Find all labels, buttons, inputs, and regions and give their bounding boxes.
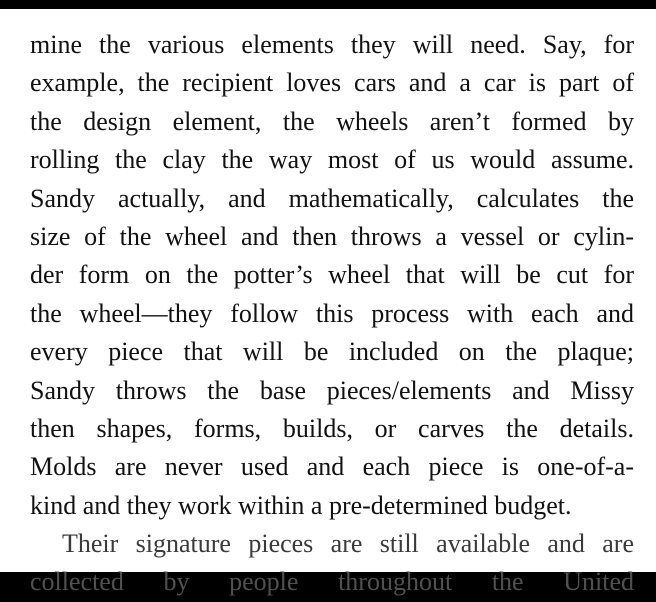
text-line: the design element, the wheels aren’t formed by xyxy=(30,106,634,136)
text-line: Sandy throws the base pieces/elements and Missy xyxy=(30,375,634,405)
text-line: Sandy actually, and mathematically, calculates the xyxy=(30,183,634,213)
text-line: collected by people throughout the United xyxy=(30,567,634,597)
text-line: the wheel—they follow this process with each and xyxy=(30,298,634,328)
document-page xyxy=(0,9,656,597)
body-text xyxy=(30,26,634,602)
text-line: kind and they work within a pre-determined budget. xyxy=(30,490,572,520)
text-line: Molds are never used and each piece is one-of-a- xyxy=(30,452,634,482)
text-line: size of the wheel and then throws a vessel or cylin- xyxy=(30,221,634,251)
text-line: der form on the potter’s wheel that will be cut for xyxy=(30,260,634,290)
text-line: example, the recipient loves cars and a car is part of xyxy=(30,68,634,98)
text-line: rolling the clay the way most of us would assume. xyxy=(30,145,634,175)
text-line: mine the various elements they will need. Say, for xyxy=(30,30,634,59)
text-line: every piece that will be included on the plaque; xyxy=(30,337,634,367)
text-line: Their signature pieces are still available and are xyxy=(62,529,634,559)
text-line: then shapes, forms, builds, or carves the details. xyxy=(30,413,634,443)
